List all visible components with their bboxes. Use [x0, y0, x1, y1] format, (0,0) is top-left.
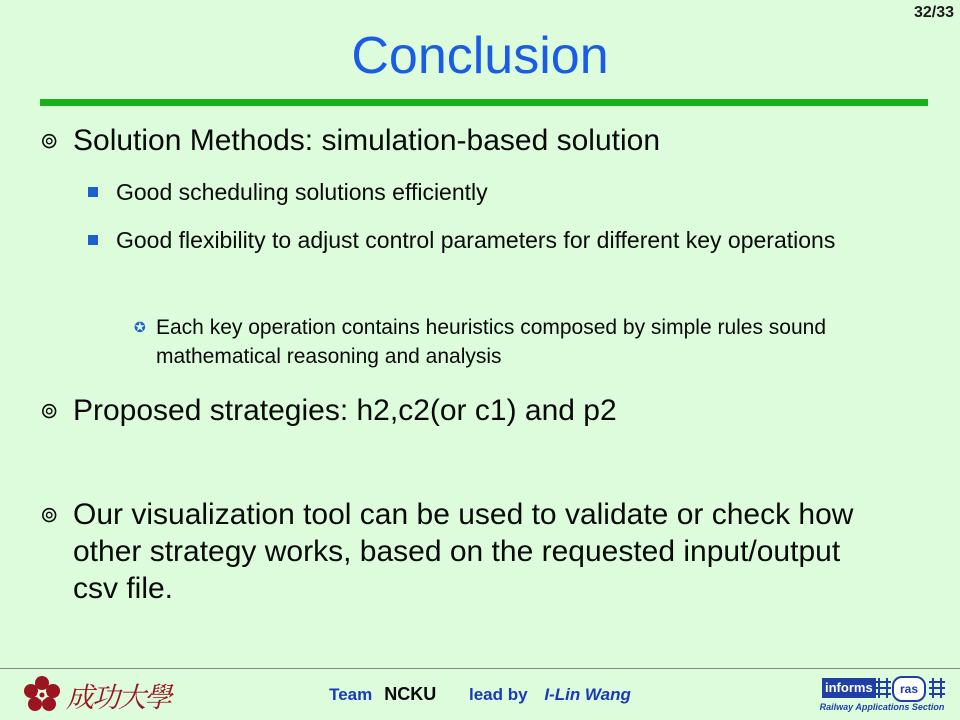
star-bullet-icon: ✪ — [134, 319, 146, 335]
bullet-visualization-tool — [40, 496, 890, 607]
bullet-text: Each key operation contains heuristics composed by simple rules sound mathematical reasoning and analysis — [156, 316, 827, 368]
bullet-text: Good flexibility to adjust control parameters for different key operations — [116, 227, 836, 253]
circle-bullet-icon: ⊚ — [40, 128, 59, 153]
title-divider — [40, 99, 928, 106]
bullet-text: Solution Methods: simulation-based solution — [73, 124, 661, 157]
page-number: 32/33 — [913, 4, 954, 21]
square-bullet-icon — [88, 187, 98, 197]
bullet-text: Our visualization tool can be used to validate or check how other strategy works, based on the requested input/output csv file. — [73, 498, 854, 605]
university-name: 成功大學 — [66, 681, 171, 714]
leader-name: I-Lin Wang — [544, 685, 631, 704]
section-label: Railway Applications Section — [819, 702, 945, 712]
lead-label: lead by — [469, 685, 528, 704]
rail-track-icon — [874, 678, 892, 698]
bullet-good-scheduling — [88, 177, 868, 208]
informs-logo: informs — [822, 678, 876, 698]
slide-title: Conclusion — [351, 27, 609, 85]
rail-track-icon — [928, 678, 946, 698]
circle-bullet-icon: ⊚ — [40, 398, 59, 423]
footer-divider — [0, 668, 960, 669]
circle-bullet-icon: ⊚ — [40, 502, 59, 527]
informs-ras-logo — [818, 674, 948, 718]
bullet-text: Good scheduling solutions efficiently — [116, 179, 488, 205]
bullet-proposed-strategies — [40, 392, 890, 429]
bullet-solution-methods — [40, 122, 890, 159]
ras-logo: ras — [892, 676, 926, 702]
square-bullet-icon — [88, 235, 98, 245]
bullet-good-flexibility — [88, 225, 868, 256]
bullet-text: Proposed strategies: h2,c2(or c1) and p2 — [73, 394, 617, 427]
team-label: Team — [329, 685, 373, 704]
footer-credit — [0, 684, 960, 705]
bullet-key-operation — [134, 313, 894, 371]
team-name: NCKU — [384, 684, 437, 704]
